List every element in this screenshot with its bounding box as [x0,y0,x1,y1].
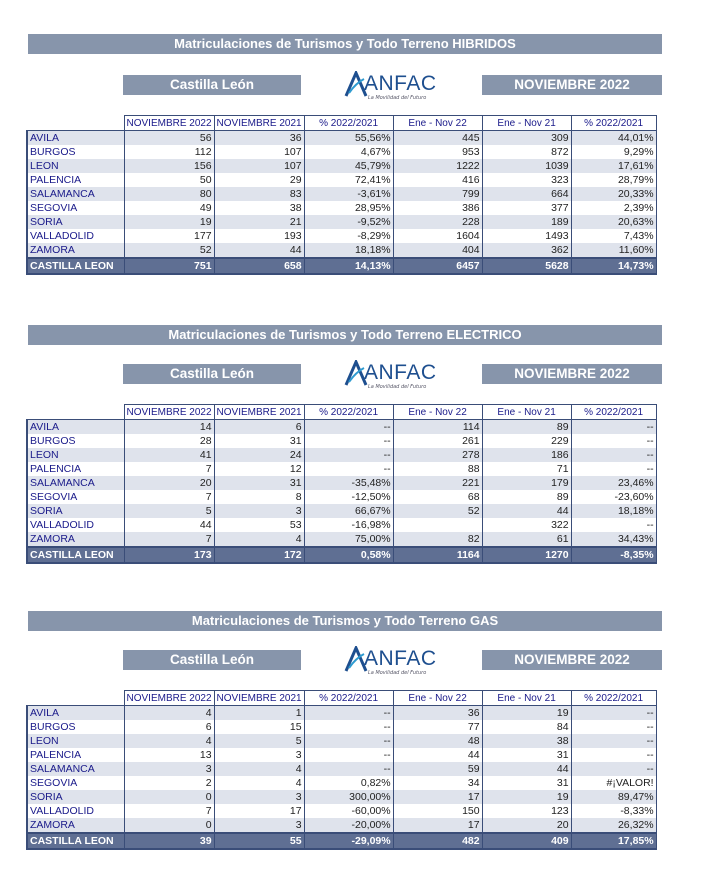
value-cell: 77 [393,720,482,734]
value-cell: 31 [214,476,304,490]
value-cell: 38 [482,734,571,748]
value-cell: 17 [393,818,482,833]
province-cell: ZAMORA [27,243,124,258]
value-cell: 61 [482,532,571,547]
value-cell: 36 [393,706,482,721]
value-cell: 89 [482,490,571,504]
province-cell: SALAMANCA [27,762,124,776]
value-cell: 82 [393,532,482,547]
value-cell: 3 [214,748,304,762]
anfac-logo [344,643,444,677]
logo-subtitle: La Movilidad del Futuro [368,670,427,676]
table-row [27,720,656,734]
header-row [27,116,656,131]
value-cell: 872 [482,145,571,159]
column-header: NOVIEMBRE 2022 [124,405,214,420]
value-cell: 41 [124,448,214,462]
value-cell: 3 [214,504,304,518]
table-row [27,476,656,490]
value-cell: 7 [124,490,214,504]
region-label: Castilla León [123,75,301,95]
value-cell: 1039 [482,159,571,173]
value-cell: 309 [482,131,571,146]
value-cell: 5 [124,504,214,518]
province-cell: LEON [27,734,124,748]
value-cell: 34 [393,776,482,790]
value-cell: -- [571,448,656,462]
table-row [27,532,656,547]
value-cell: 664 [482,187,571,201]
value-cell: 3 [214,790,304,804]
total-label: CASTILLA LEON [27,547,124,563]
table-row [27,448,656,462]
value-cell: -- [571,434,656,448]
province-cell: SEGOVIA [27,490,124,504]
value-cell: 75,00% [304,532,393,547]
value-cell: 13 [124,748,214,762]
value-cell: 386 [393,201,482,215]
table-row [27,229,656,243]
period-label: NOVIEMBRE 2022 [482,364,662,384]
province-cell: SORIA [27,215,124,229]
value-cell: 14 [124,420,214,435]
value-cell: 44 [482,504,571,518]
value-cell: 56 [124,131,214,146]
total-value: 482 [393,833,482,849]
value-cell: -- [304,706,393,721]
province-cell: VALLADOLID [27,804,124,818]
value-cell: 55,56% [304,131,393,146]
value-cell: 7 [124,462,214,476]
column-header: Ene - Nov 21 [482,116,571,131]
table-row [27,173,656,187]
value-cell: 50 [124,173,214,187]
value-cell: 44,01% [571,131,656,146]
value-cell: 21 [214,215,304,229]
column-header: NOVIEMBRE 2021 [214,405,304,420]
table-row [27,434,656,448]
table-row [27,706,656,721]
value-cell: 4 [124,734,214,748]
value-cell: 18,18% [571,504,656,518]
province-cell: BURGOS [27,434,124,448]
value-cell: 177 [124,229,214,243]
value-cell: 123 [482,804,571,818]
total-value: 1270 [482,547,571,563]
value-cell: 26,32% [571,818,656,833]
value-cell: 24 [214,448,304,462]
province-cell: ZAMORA [27,532,124,547]
region-label: Castilla León [123,650,301,670]
column-header: NOVIEMBRE 2022 [124,691,214,706]
value-cell: -- [304,420,393,435]
total-value: -8,35% [571,547,656,563]
total-value: 751 [124,258,214,274]
value-cell: 88 [393,462,482,476]
value-cell: -20,00% [304,818,393,833]
value-cell: 19 [482,706,571,721]
value-cell: 80 [124,187,214,201]
value-cell: 0,82% [304,776,393,790]
value-cell: 362 [482,243,571,258]
value-cell [393,518,482,532]
data-table [26,404,657,564]
column-header: Ene - Nov 22 [393,116,482,131]
value-cell: 4 [214,532,304,547]
value-cell: -60,00% [304,804,393,818]
value-cell: 11,60% [571,243,656,258]
value-cell: -16,98% [304,518,393,532]
value-cell: 19 [482,790,571,804]
value-cell: 404 [393,243,482,258]
table-row [27,762,656,776]
value-cell: 44 [124,518,214,532]
province-cell: SALAMANCA [27,187,124,201]
table-row [27,734,656,748]
value-cell: 44 [393,748,482,762]
column-header: Ene - Nov 21 [482,405,571,420]
data-table [26,690,657,850]
value-cell: 38 [214,201,304,215]
value-cell: -3,61% [304,187,393,201]
value-cell: -- [571,748,656,762]
value-cell: 44 [214,243,304,258]
value-cell: -- [304,434,393,448]
value-cell: 44 [482,762,571,776]
value-cell: 28,95% [304,201,393,215]
value-cell: 1 [214,706,304,721]
total-value: 55 [214,833,304,849]
value-cell: 89,47% [571,790,656,804]
value-cell: 3 [124,762,214,776]
value-cell: -- [304,720,393,734]
province-cell: VALLADOLID [27,229,124,243]
value-cell: 72,41% [304,173,393,187]
value-cell: 799 [393,187,482,201]
total-value: 17,85% [571,833,656,849]
province-cell: LEON [27,159,124,173]
value-cell: 34,43% [571,532,656,547]
column-header: % 2022/2021 [304,691,393,706]
value-cell: 8 [214,490,304,504]
table-row [27,776,656,790]
column-header: % 2022/2021 [304,116,393,131]
total-row [27,258,656,274]
total-value: 409 [482,833,571,849]
value-cell: 4 [124,706,214,721]
province-cell: VALLADOLID [27,518,124,532]
table-row [27,490,656,504]
value-cell: 229 [482,434,571,448]
table-row [27,159,656,173]
value-cell: -- [304,462,393,476]
province-cell: AVILA [27,706,124,721]
total-value: 1164 [393,547,482,563]
total-value: 5628 [482,258,571,274]
value-cell: 107 [214,145,304,159]
column-header: % 2022/2021 [304,405,393,420]
value-cell: 28,79% [571,173,656,187]
value-cell: -35,48% [304,476,393,490]
value-cell: 0 [124,818,214,833]
section-title: Matriculaciones de Turismos y Todo Terreno ELECTRICO [28,325,662,345]
logo-subtitle: La Movilidad del Futuro [368,95,427,101]
column-header: Ene - Nov 21 [482,691,571,706]
value-cell: 20 [124,476,214,490]
value-cell: -8,29% [304,229,393,243]
table-row [27,818,656,833]
table-row [27,215,656,229]
value-cell: 156 [124,159,214,173]
table-row [27,201,656,215]
total-value: 39 [124,833,214,849]
value-cell: 193 [214,229,304,243]
value-cell: 6 [124,720,214,734]
province-cell: PALENCIA [27,173,124,187]
value-cell: 5 [214,734,304,748]
value-cell: 7 [124,804,214,818]
value-cell: 18,18% [304,243,393,258]
value-cell: -- [571,420,656,435]
corner-cell [27,116,124,131]
value-cell: 953 [393,145,482,159]
value-cell: -- [304,734,393,748]
logo-text: ANFAC [364,647,437,670]
column-header: Ene - Nov 22 [393,691,482,706]
value-cell: 7,43% [571,229,656,243]
province-cell: LEON [27,448,124,462]
table-row [27,243,656,258]
table-row [27,145,656,159]
section-title: Matriculaciones de Turismos y Todo Terreno HIBRIDOS [28,34,662,54]
value-cell: 445 [393,131,482,146]
anfac-logo [344,357,444,391]
table-row [27,804,656,818]
value-cell: -- [571,518,656,532]
value-cell: 17 [393,790,482,804]
total-value: 172 [214,547,304,563]
province-cell: AVILA [27,131,124,146]
province-cell: PALENCIA [27,748,124,762]
value-cell: -9,52% [304,215,393,229]
total-label: CASTILLA LEON [27,833,124,849]
value-cell: 2,39% [571,201,656,215]
column-header: NOVIEMBRE 2021 [214,116,304,131]
province-cell: SEGOVIA [27,201,124,215]
table-row [27,462,656,476]
logo-text: ANFAC [364,72,437,95]
value-cell: 1222 [393,159,482,173]
value-cell: 52 [124,243,214,258]
value-cell: 20 [482,818,571,833]
value-cell: 1604 [393,229,482,243]
corner-cell [27,691,124,706]
total-value: 173 [124,547,214,563]
total-value: 6457 [393,258,482,274]
value-cell: 12 [214,462,304,476]
value-cell: 4 [214,776,304,790]
total-value: -29,09% [304,833,393,849]
province-cell: SEGOVIA [27,776,124,790]
value-cell: -12,50% [304,490,393,504]
value-cell: 31 [214,434,304,448]
column-header: NOVIEMBRE 2022 [124,116,214,131]
province-cell: BURGOS [27,720,124,734]
value-cell: 15 [214,720,304,734]
province-cell: SORIA [27,790,124,804]
province-cell: AVILA [27,420,124,435]
total-value: 0,58% [304,547,393,563]
table-row [27,420,656,435]
value-cell: 48 [393,734,482,748]
value-cell: 278 [393,448,482,462]
value-cell: 23,46% [571,476,656,490]
value-cell: -8,33% [571,804,656,818]
value-cell: 20,63% [571,215,656,229]
value-cell: 416 [393,173,482,187]
period-label: NOVIEMBRE 2022 [482,75,662,95]
column-header: Ene - Nov 22 [393,405,482,420]
table-row [27,131,656,146]
province-cell: PALENCIA [27,462,124,476]
value-cell: 28 [124,434,214,448]
value-cell: -- [571,462,656,476]
value-cell: 3 [214,818,304,833]
value-cell: 53 [214,518,304,532]
value-cell: 112 [124,145,214,159]
value-cell: 0 [124,790,214,804]
value-cell: 29 [214,173,304,187]
value-cell: 189 [482,215,571,229]
period-label: NOVIEMBRE 2022 [482,650,662,670]
value-cell: 31 [482,748,571,762]
value-cell: 150 [393,804,482,818]
column-header: % 2022/2021 [571,691,656,706]
province-cell: ZAMORA [27,818,124,833]
value-cell: -23,60% [571,490,656,504]
column-header: % 2022/2021 [571,405,656,420]
province-cell: BURGOS [27,145,124,159]
value-cell: 84 [482,720,571,734]
value-cell: 107 [214,159,304,173]
value-cell: 1493 [482,229,571,243]
value-cell: 228 [393,215,482,229]
table-row [27,187,656,201]
value-cell: -- [304,448,393,462]
value-cell: 89 [482,420,571,435]
value-cell: 6 [214,420,304,435]
logo-text: ANFAC [364,361,437,384]
value-cell: 17,61% [571,159,656,173]
value-cell: -- [571,734,656,748]
value-cell: 179 [482,476,571,490]
value-cell: 261 [393,434,482,448]
value-cell: -- [304,762,393,776]
value-cell: 2 [124,776,214,790]
total-value: 14,73% [571,258,656,274]
value-cell: 45,79% [304,159,393,173]
value-cell: 31 [482,776,571,790]
value-cell: #¡VALOR! [571,776,656,790]
region-label: Castilla León [123,364,301,384]
column-header: NOVIEMBRE 2021 [214,691,304,706]
value-cell: 19 [124,215,214,229]
total-value: 14,13% [304,258,393,274]
value-cell: 4 [214,762,304,776]
value-cell: 9,29% [571,145,656,159]
table-row [27,504,656,518]
value-cell: 221 [393,476,482,490]
province-cell: SORIA [27,504,124,518]
header-row [27,691,656,706]
value-cell: 20,33% [571,187,656,201]
value-cell: 377 [482,201,571,215]
value-cell: 322 [482,518,571,532]
table-row [27,748,656,762]
value-cell: 4,67% [304,145,393,159]
value-cell: -- [304,748,393,762]
total-label: CASTILLA LEON [27,258,124,274]
total-row [27,547,656,563]
value-cell: 59 [393,762,482,776]
value-cell: 49 [124,201,214,215]
value-cell: 66,67% [304,504,393,518]
value-cell: 114 [393,420,482,435]
total-value: 658 [214,258,304,274]
logo-subtitle: La Movilidad del Futuro [368,384,427,390]
table-row [27,790,656,804]
value-cell: 71 [482,462,571,476]
table-row [27,518,656,532]
value-cell: -- [571,762,656,776]
value-cell: 323 [482,173,571,187]
value-cell: 83 [214,187,304,201]
value-cell: 68 [393,490,482,504]
province-cell: SALAMANCA [27,476,124,490]
anfac-logo [344,68,444,102]
data-table [26,115,657,275]
section-title: Matriculaciones de Turismos y Todo Terreno GAS [28,611,662,631]
corner-cell [27,405,124,420]
value-cell: -- [571,720,656,734]
value-cell: 52 [393,504,482,518]
total-row [27,833,656,849]
value-cell: 17 [214,804,304,818]
column-header: % 2022/2021 [571,116,656,131]
value-cell: 7 [124,532,214,547]
value-cell: 36 [214,131,304,146]
value-cell: 300,00% [304,790,393,804]
value-cell: 186 [482,448,571,462]
header-row [27,405,656,420]
value-cell: -- [571,706,656,721]
